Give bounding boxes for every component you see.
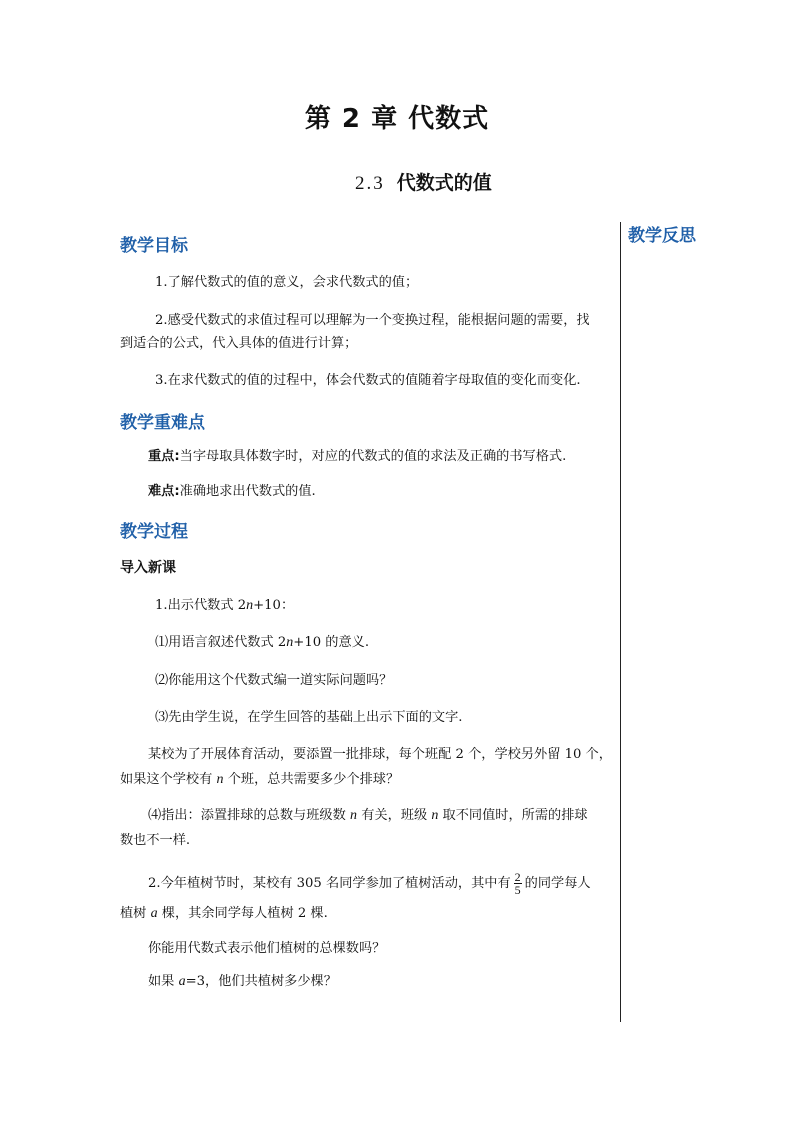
chapter-title: 第 2 章 代数式 [304,104,490,134]
text: 植树 [120,906,151,921]
variable: a [178,974,186,989]
text: +10 的意义. [293,635,370,650]
variable: n [286,635,294,650]
text: 棵，其余同学每人植树 2 棵. [157,906,328,921]
question-2 [148,871,591,896]
variable: a [150,906,158,921]
question-2-ask-1: 你能用代数式表示他们植树的总棵数吗？ [148,941,386,956]
intro-sub-2: ⑵你能用这个代数式编一道实际问题吗？ [155,673,393,688]
key-text: 当字母取具体数字时，对应的代数式的值的求法及正确的书写格式. [179,449,567,464]
question-2-cont [120,902,328,926]
goal-item-1: 1.了解代数式的值的意义，会求代数式的值； [155,275,419,290]
difficulty-text: 准确地求出代数式的值. [179,484,316,499]
text: 1.出示代数式 2 [155,598,247,613]
text: 如果 [148,974,179,989]
goal-item-3: 3.在求代数式的值的过程中，体会代数式的值随着字母取值的变化而变化. [155,373,581,388]
goal-item-2: 2.感受代数式的求值过程可以理解为一个变换过程，能根据问题的需要，找 [155,313,590,328]
text: =3，他们共植树多少棵？ [185,974,337,989]
variable: n [431,808,439,823]
process-heading: 教学过程 [120,522,188,542]
text: 取不同值时，所需的排球 [438,808,588,823]
text: ⑷指出：添置排球的总数与班级数 [148,808,351,823]
difficulty-label: 难点: [148,484,180,499]
fraction-numerator: 2 [514,870,521,884]
variable: n [246,598,254,613]
text: 2.今年植树节时，某校有 305 名同学参加了植树活动，其中有 [148,876,511,891]
text: +10： [253,598,295,613]
key-label: 重点: [148,449,180,464]
text: 的同学每人 [524,876,591,891]
question-2-ask-2 [148,970,337,994]
intro-sub-4 [148,804,588,828]
intro-line-1 [155,594,294,618]
section-name: 代数式的值 [396,172,492,194]
story-line-2 [120,768,399,792]
intro-heading: 导入新课 [120,560,176,576]
intro-sub-3: ⑶先由学生说，在学生回答的基础上出示下面的文字. [155,710,463,725]
variable: n [216,772,224,787]
text: 有关，班级 [357,808,432,823]
variable: n [350,808,358,823]
fraction [514,871,522,896]
goals-heading: 教学目标 [120,236,188,256]
column-divider [620,222,621,1022]
intro-sub-1 [155,631,369,655]
text: 如果这个学校有 [120,772,217,787]
fraction-denominator: 5 [514,883,521,897]
key-point [148,445,566,469]
goal-item-2-cont: 到适合的公式，代入具体的值进行计算； [120,336,358,351]
text: 个班，总共需要多少个排球？ [223,772,400,787]
reflection-heading: 教学反思 [628,226,696,246]
section-number: 2.3 [355,173,385,194]
intro-sub-4-cont: 数也不一样. [120,833,191,848]
story-line-1: 某校为了开展体育活动，要添置一批排球，每个班配 2 个，学校另外留 10 个， [148,747,612,762]
difficulty-point [148,480,316,504]
section-title [355,168,492,195]
keypoints-heading: 教学重难点 [120,413,205,433]
text: ⑴用语言叙述代数式 2 [155,635,287,650]
